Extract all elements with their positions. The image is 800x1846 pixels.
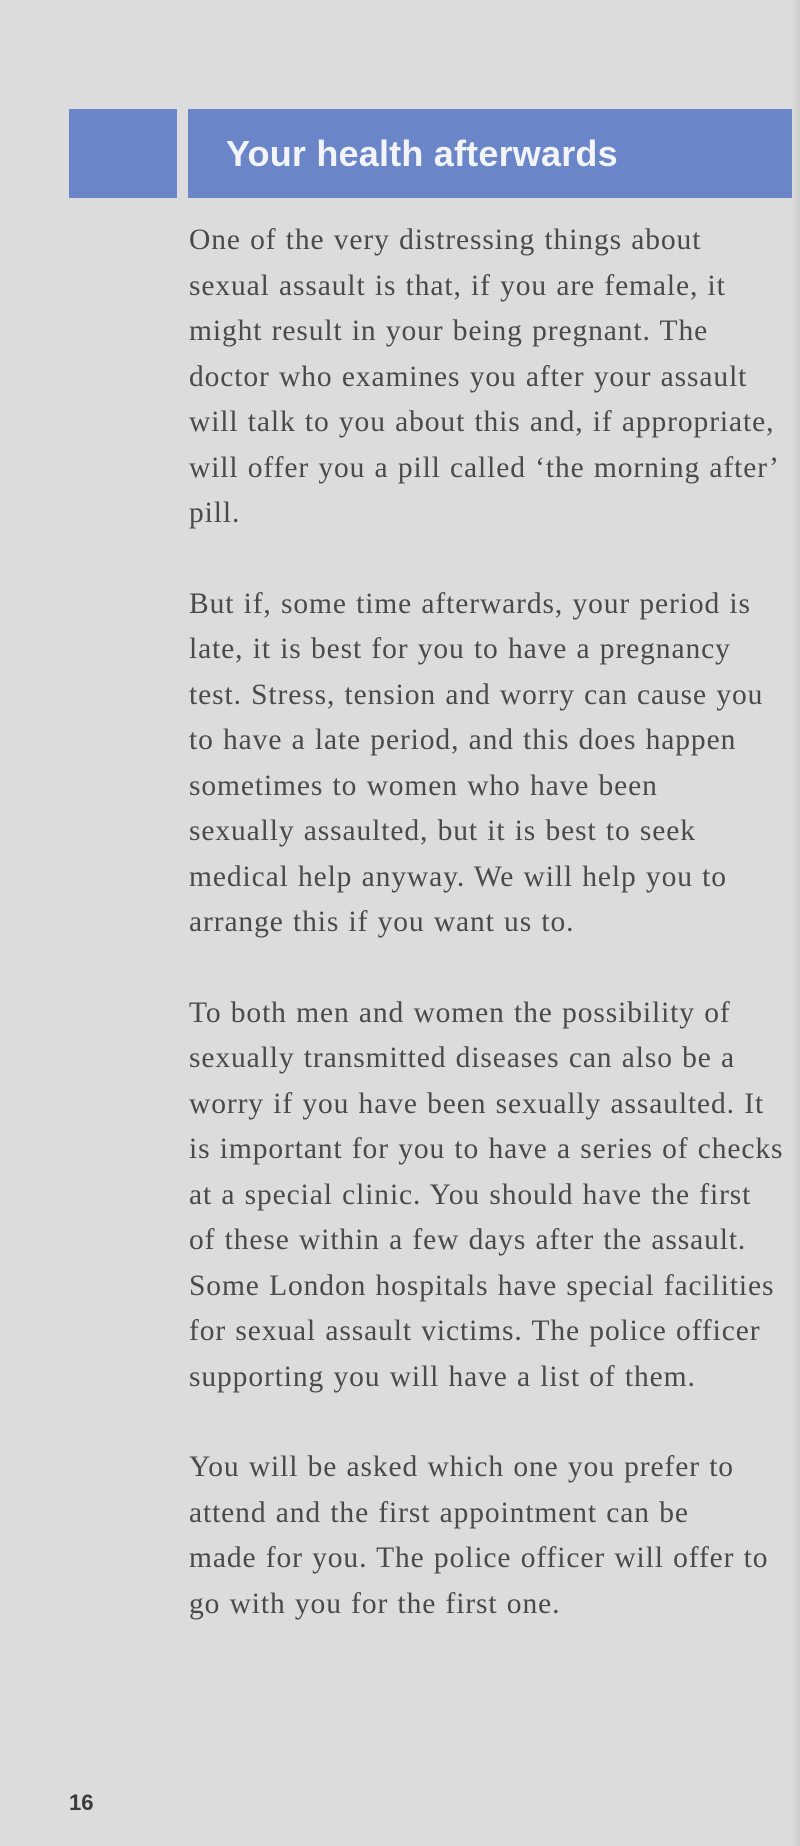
page-title: Your health afterwards xyxy=(226,132,618,174)
page-number: 16 xyxy=(69,1790,94,1815)
header-accent-block xyxy=(69,109,177,198)
paragraph-pregnancy-test: But if, some time afterwards, your period is late, it is best for you to have a pregnancy test. Stress, tension and worry can cause you to have a late period, and this does happen sometimes to women who have been sexually assaulted, but it is best to seek medical help anyway. We will help you to arrange this if you want us to. xyxy=(189,587,764,938)
paragraph-pregnancy: One of the very distressing things about sexual assault is that, if you are female, it might result in your being pregnant. The doctor who examines you after your assault will talk to you about this and, if appropriate, will offer you a pill called ‘the morning after’ pill. xyxy=(189,224,780,529)
paragraph-clinic-appointment: You will be asked which one you prefer to attend and the first appointment can be made for you. The police officer will offer to go with you for the first one. xyxy=(189,1451,769,1620)
header-band xyxy=(188,109,792,198)
paragraph-sexually-transmitted-diseases: To both men and women the possibility of sexually transmitted diseases can also be a worry if you have been sexually assaulted. It is important for you to have a series of checks at a special clinic. You should have the first of these within a few days after the assault. Some London hospitals have special facilities for sexual assault victims. The police officer supporting you will have a list of them. xyxy=(189,996,784,1393)
body-text xyxy=(189,218,800,1672)
